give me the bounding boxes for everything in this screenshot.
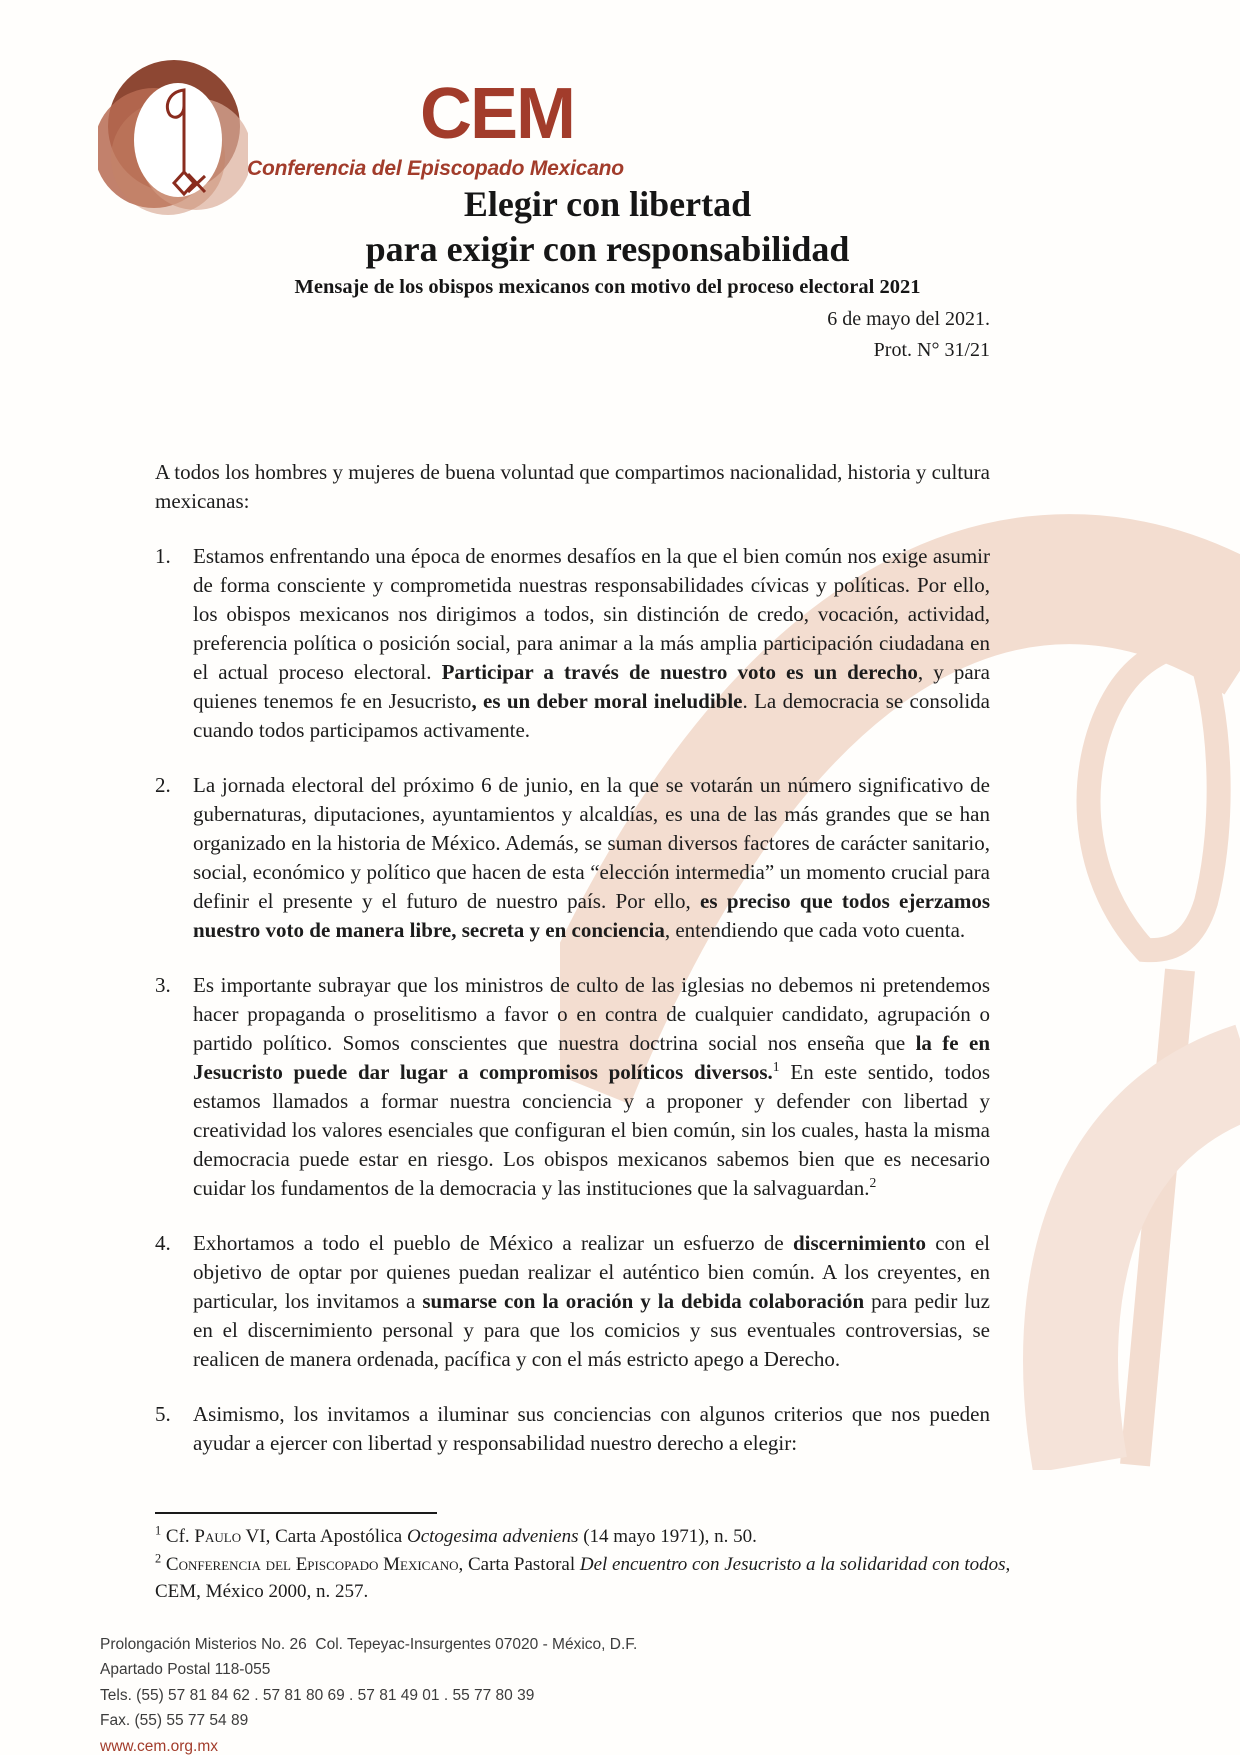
footnotes-section: [155, 1512, 1017, 1606]
footnote-list: [155, 1523, 1017, 1606]
footer: [100, 1632, 637, 1755]
paragraph-text: Asimismo, los invitamos a iluminar sus conciencias con algunos criterios que nos pueden ayudar a ejercer con libertad y responsabilidad nuestro derecho a elegir:: [193, 1402, 990, 1455]
footnote-1: $^1$ Cf. Paulo VI, Carta Apostólica Octogesima adveniens (14 mayo 1971), n. 50.: [155, 1523, 757, 1547]
title-block: [155, 182, 1060, 300]
footnote-2: $^2$ Conferencia del Episcopado Mexicano, Carta Pastoral Del encuentro con Jesucristo a la solidaridad con todos, CEM, México 2000, n. 257.: [155, 1551, 1011, 1602]
document-subtitle: Mensaje de los obispos mexicanos con motivo del proceso electoral 2021: [294, 276, 921, 298]
paragraph-item-3: [155, 971, 990, 1203]
paragraph-text: La jornada electoral del próximo 6 de junio, en la que se votarán un número significativo de gubernaturas, diputaciones, ayuntamientos y alcaldías, es una de las más grandes que se han organizado en la historia de México. Además, se suman diversos factores de carácter sanitario, social, económico y político que hacen de esta “elección intermedia” un momento crucial para definir el presente y el futuro de nuestro país. Por ello, es preciso que todos ejerzamos nuestro voto de manera libre, secreta y en conciencia, entendiendo que cada voto cuenta.: [193, 773, 990, 942]
numbered-list: [155, 542, 990, 1458]
paragraph-number: 4.: [155, 1231, 171, 1255]
salutation: A todos los hombres y mujeres de buena voluntad que compartimos nacionalidad, historia y cultura mexicanas:: [155, 460, 990, 513]
paragraph-text: Estamos enfrentando una época de enormes desafíos en la que el bien común nos exige asumir de forma consciente y comprometida nuestras responsabilidades cívicas y políticas. Por ello, los obispos mexicanos nos dirigimos a todos, sin distinción de credo, vocación, actividad, preferencia política o posición social, para animar a la más amplia participación ciudadana en el actual proceso electoral. Participar a través de nuestro voto es un derecho, y para quienes tenemos fe en Jesucristo, es un deber moral ineludible. La democracia se consolida cuando todos participamos activamente.: [193, 544, 991, 742]
date-line: 6 de mayo del 2021.: [827, 308, 990, 330]
paragraph-number: 3.: [155, 973, 171, 997]
paragraph-number: 5.: [155, 1402, 171, 1426]
brand-wordmark: CEM: [420, 74, 574, 154]
paragraph-number: 2.: [155, 773, 171, 797]
footer-address-line1: Prolongación Misterios No. 26 Col. Tepeyac-Insurgentes 07020 - México, D.F.: [100, 1636, 638, 1653]
footnote-separator: [155, 1512, 437, 1514]
brand-tagline: Conferencia del Episcopado Mexicano: [247, 157, 624, 180]
footer-fax: Fax. (55) 55 77 54 89: [100, 1712, 249, 1730]
protocol-number: Prot. N° 31/21: [873, 339, 990, 361]
document-body: [155, 458, 990, 1458]
footer-website-link[interactable]: www.cem.org.mx: [100, 1737, 218, 1755]
paragraph-item-1: [155, 542, 990, 745]
footer-phones: Tels. (55) 57 81 84 62 . 57 81 80 69 . 57 81 49 01 . 55 77 80 39: [100, 1686, 535, 1704]
document-title-line1: Elegir con libertad: [463, 184, 752, 224]
paragraph-text: Exhortamos a todo el pueblo de México a realizar un esfuerzo de discernimiento con el objetivo de optar por quienes puedan realizar el auténtico bien común. A los creyentes, en particular, los invitamos a sumarse con la oración y la debida colaboración para pedir luz en el discernimiento personal y para que los comicios y sus eventuales controversias, se realicen de manera ordenada, pacífica y con el más estricto apego a Derecho.: [193, 1231, 990, 1371]
paragraph-item-5: [155, 1400, 990, 1458]
meta-block: [827, 304, 990, 366]
paragraph-item-4: [155, 1229, 990, 1374]
paragraph-text: Es importante subrayar que los ministros de culto de las iglesias no debemos ni pretendemos hacer propaganda o proselitismo a favor o en contra de cualquier candidato, agrupación o partido político. Somos conscientes que nuestra doctrina social nos enseña que la fe en Jesucristo puede dar lugar a compromisos políticos diversos.$^1$ En este sentido, todos estamos llamados a formar nuestra conciencia y a proponer y defender con libertad y creatividad los valores esenciales que configuran el bien común, sin los cuales, hasta la misma democracia puede estar en riesgo. Los obispos mexicanos sabemos bien que es necesario cuidar los fundamentos de la democracia y las instituciones que la salvaguardan.$^2$: [193, 973, 990, 1200]
footer-address-line2: Apartado Postal 118-055: [100, 1661, 271, 1679]
paragraph-number: 1.: [155, 544, 171, 568]
document-title-line2: para exigir con responsabilidad: [365, 229, 850, 269]
paragraph-item-2: [155, 771, 990, 945]
